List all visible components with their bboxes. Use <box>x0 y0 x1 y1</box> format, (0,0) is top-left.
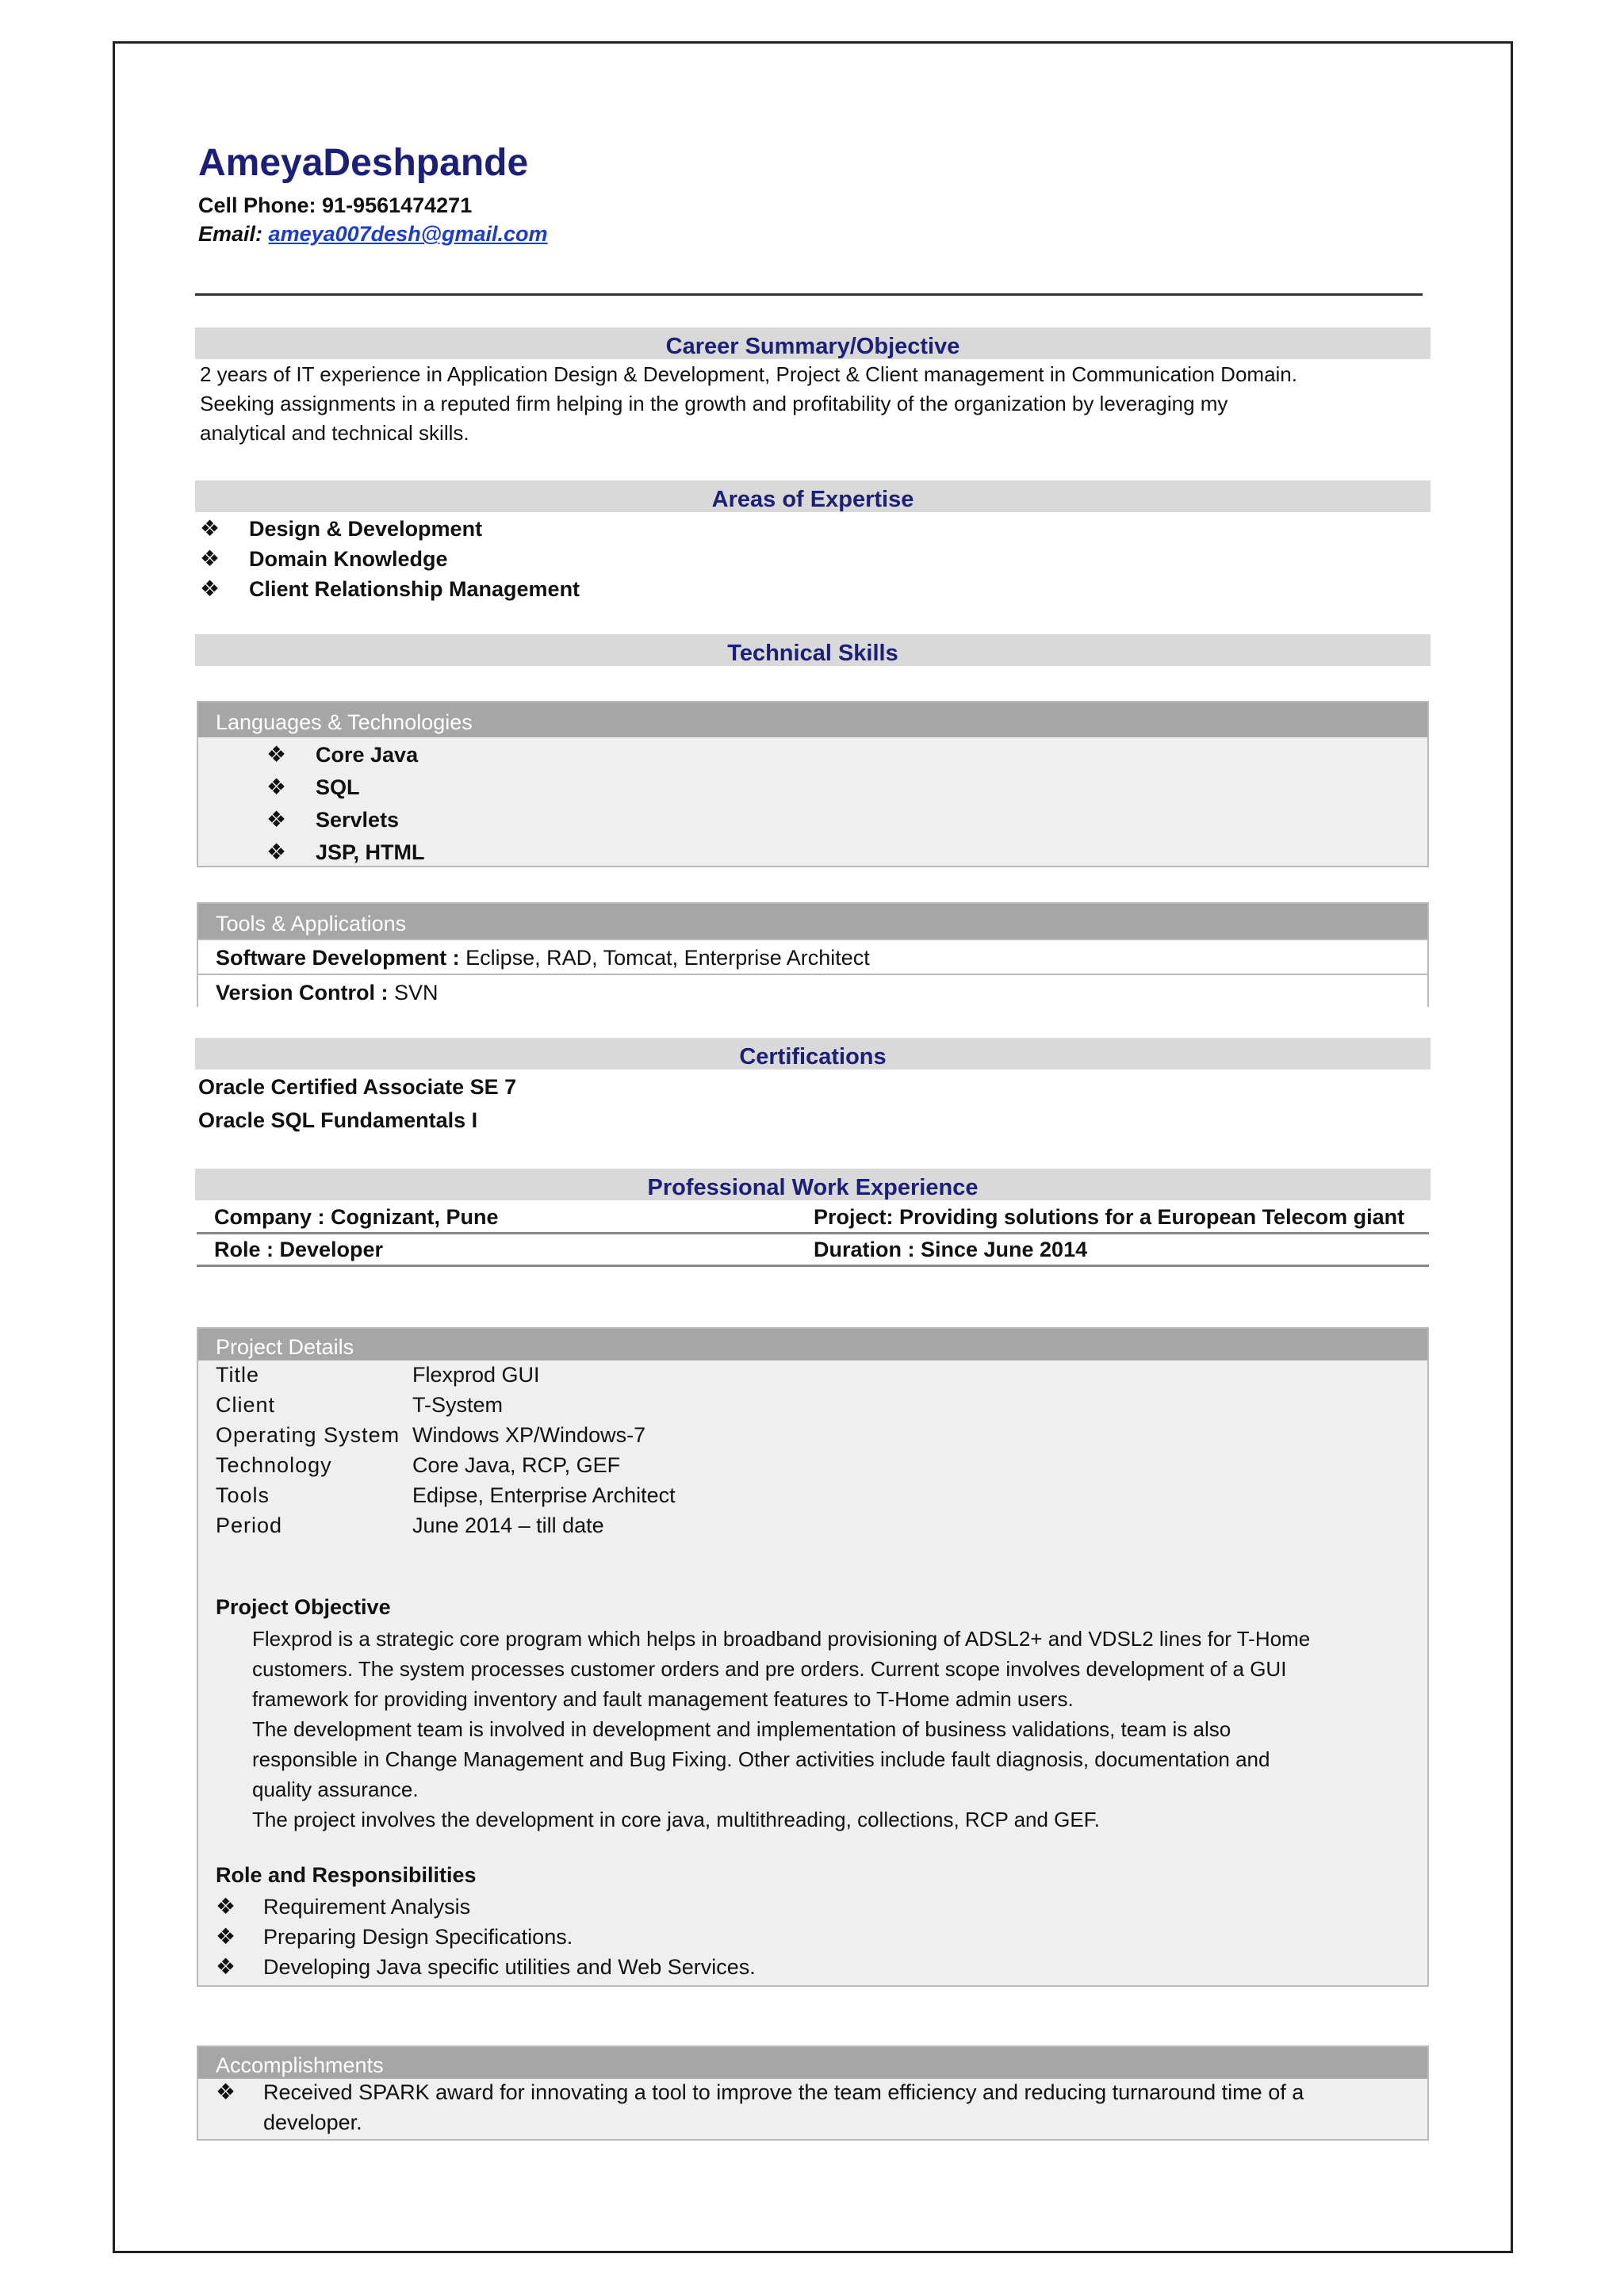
diamond-bullet-icon: ❖ <box>200 516 220 541</box>
work-row-company <box>197 1202 1429 1234</box>
languages-list <box>198 737 1427 867</box>
list-item: ❖ Core Java <box>198 737 1427 770</box>
roles-list <box>216 1892 756 1982</box>
list-item: ❖ Preparing Design Specifications. <box>216 1922 756 1952</box>
duration: Duration : Since June 2014 <box>814 1238 1088 1261</box>
tool-row: Version Control : SVN <box>198 974 1427 1008</box>
section-areas-of-expertise: Areas of Expertise <box>195 480 1431 512</box>
list-item: ❖ Domain Knowledge <box>200 544 580 574</box>
career-line: analytical and technical skills. <box>200 421 469 445</box>
list-item: ❖ Servlets <box>198 802 1427 835</box>
header-divider <box>195 293 1423 296</box>
email-link[interactable]: ameya007desh@gmail.com <box>268 222 548 246</box>
work-row-role <box>197 1234 1429 1267</box>
phone-line <box>198 193 472 218</box>
certification-item: Oracle SQL Fundamentals I <box>198 1108 478 1132</box>
list-item: ❖ Design & Development <box>200 514 580 544</box>
phone-value: 91-9561474271 <box>322 193 473 217</box>
section-certifications: Certifications <box>195 1038 1431 1070</box>
tools-box <box>197 902 1429 1007</box>
project-summary: Project: Providing solutions for a European Telecom giant <box>814 1205 1405 1229</box>
email-label: Email: <box>198 222 263 246</box>
objective-line: responsible in Change Management and Bug Fixing. Other activities include fault diagnosis, documentation and <box>252 1747 1270 1771</box>
list-item: ❖ Developing Java specific utilities and Web Services. <box>216 1952 756 1982</box>
email-line <box>198 222 548 247</box>
diamond-bullet-icon: ❖ <box>216 2080 236 2104</box>
diamond-bullet-icon: ❖ <box>216 1924 236 1949</box>
career-line: 2 years of IT experience in Application Design & Development, Project & Client management in Communication Domain. <box>200 362 1297 386</box>
objective-line: The development team is involved in development and implementation of business validations, team is also <box>252 1717 1231 1741</box>
diamond-bullet-icon: ❖ <box>266 840 287 864</box>
tools-header: Tools & Applications <box>198 904 1427 939</box>
diamond-bullet-icon: ❖ <box>266 807 287 832</box>
list-item: ❖ Client Relationship Management <box>200 574 580 604</box>
company: Company : Cognizant, Pune <box>214 1205 499 1229</box>
objective-line: framework for providing inventory and fault management features to T-Home admin users. <box>252 1687 1074 1711</box>
certification-item: Oracle Certified Associate SE 7 <box>198 1075 517 1099</box>
career-line: Seeking assignments in a reputed firm helping in the growth and profitability of the organization by leveraging my <box>200 392 1228 415</box>
list-item: ❖ Requirement Analysis <box>216 1892 756 1922</box>
diamond-bullet-icon: ❖ <box>200 546 220 571</box>
diamond-bullet-icon: ❖ <box>266 775 287 799</box>
project-details-header: Project Details <box>198 1329 1427 1360</box>
section-work-experience: Professional Work Experience <box>195 1169 1431 1200</box>
objective-line: Flexprod is a strategic core program which helps in broadband provisioning of ADSL2+ and VDSL2 lines for T-Home <box>252 1627 1311 1651</box>
section-career-summary: Career Summary/Objective <box>195 327 1431 359</box>
objective-line: customers. The system processes customer orders and pre orders. Current scope involves development of a GUI <box>252 1657 1287 1681</box>
project-objective-text <box>252 1624 1310 1835</box>
accomplishment-item: ❖ Received SPARK award for innovating a tool to improve the team efficiency and reducing turnaround time of a developer. <box>216 2077 1304 2137</box>
section-technical-skills: Technical Skills <box>195 634 1431 666</box>
career-summary-text <box>200 360 1421 448</box>
list-item: ❖ JSP, HTML <box>198 835 1427 867</box>
diamond-bullet-icon: ❖ <box>216 1894 236 1919</box>
diamond-bullet-icon: ❖ <box>216 1954 236 1979</box>
role: Role : Developer <box>214 1238 384 1261</box>
diamond-bullet-icon: ❖ <box>200 576 220 601</box>
phone-label: Cell Phone: <box>198 193 316 217</box>
diamond-bullet-icon: ❖ <box>266 742 287 767</box>
list-item: ❖ SQL <box>198 770 1427 802</box>
accomplishments-header: Accomplishments <box>198 2047 1427 2079</box>
objective-line: The project involves the development in core java, multithreading, collections, RCP and GEF. <box>252 1808 1100 1831</box>
roles-title: Role and Responsibilities <box>216 1863 477 1887</box>
expertise-list <box>200 514 580 604</box>
languages-box <box>197 701 1429 867</box>
candidate-name: AmeyaDeshpande <box>198 142 529 184</box>
languages-header: Languages & Technologies <box>198 702 1427 737</box>
project-objective-title: Project Objective <box>216 1595 391 1619</box>
objective-line: quality assurance. <box>252 1777 419 1801</box>
tool-row: Software Development : Eclipse, RAD, Tomcat, Enterprise Architect <box>198 939 1427 974</box>
